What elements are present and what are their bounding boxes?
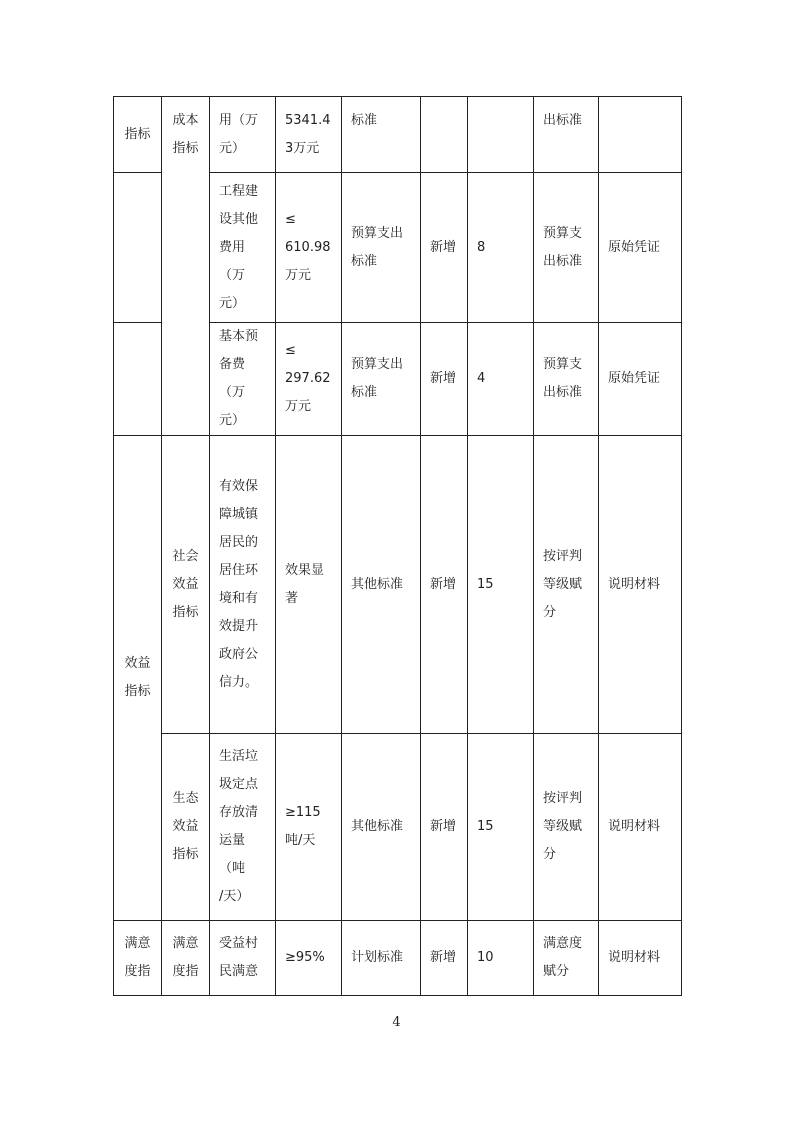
method-cell: 预算支 出标准 <box>534 323 599 436</box>
score-cell: 4 <box>468 323 534 436</box>
target-value-cell: ≥95% <box>276 921 342 996</box>
secondary-indicator-cell: 成本 指标 <box>162 97 210 436</box>
score-cell: 15 <box>468 734 534 921</box>
type-cell: 新增 <box>421 734 468 921</box>
target-value-cell: ≥115 吨/天 <box>276 734 342 921</box>
type-cell: 新增 <box>421 921 468 996</box>
method-cell: 出标准 <box>534 97 599 173</box>
primary-indicator-cell: 满意 度指 <box>114 921 162 996</box>
tertiary-indicator-cell: 基本预 备费（万 元） <box>210 323 276 436</box>
type-cell: 新增 <box>421 436 468 734</box>
source-cell: 说明材料 <box>599 921 682 996</box>
secondary-indicator-cell: 满意 度指 <box>162 921 210 996</box>
score-cell: 10 <box>468 921 534 996</box>
score-cell: 8 <box>468 173 534 323</box>
score-cell <box>468 97 534 173</box>
source-cell <box>599 97 682 173</box>
method-cell: 满意度 赋分 <box>534 921 599 996</box>
basis-cell: 其他标准 <box>342 436 421 734</box>
basis-cell: 标准 <box>342 97 421 173</box>
type-cell: 新增 <box>421 323 468 436</box>
primary-indicator-cell: 指标 <box>114 97 162 173</box>
target-value-cell: 效果显 著 <box>276 436 342 734</box>
target-value-cell: 5341.4 3万元 <box>276 97 342 173</box>
tertiary-indicator-cell: 受益村 民满意 <box>210 921 276 996</box>
table-row <box>114 734 682 921</box>
basis-cell: 预算支出 标准 <box>342 323 421 436</box>
primary-indicator-cell: 效益 指标 <box>114 436 162 921</box>
source-cell: 说明材料 <box>599 436 682 734</box>
performance-indicator-table <box>113 96 682 996</box>
type-cell: 新增 <box>421 173 468 323</box>
source-cell: 说明材料 <box>599 734 682 921</box>
table-row <box>114 921 682 996</box>
tertiary-indicator-cell: 用（万 元） <box>210 97 276 173</box>
basis-cell: 预算支出 标准 <box>342 173 421 323</box>
method-cell: 预算支 出标准 <box>534 173 599 323</box>
method-cell: 按评判 等级赋 分 <box>534 734 599 921</box>
table-row <box>114 436 682 734</box>
table-row <box>114 97 682 173</box>
score-cell: 15 <box>468 436 534 734</box>
source-cell: 原始凭证 <box>599 323 682 436</box>
source-cell: 原始凭证 <box>599 173 682 323</box>
tertiary-indicator-cell: 工程建 设其他 费用（万 元） <box>210 173 276 323</box>
type-cell <box>421 97 468 173</box>
primary-indicator-cell <box>114 173 162 323</box>
secondary-indicator-cell: 生态 效益 指标 <box>162 734 210 921</box>
page-number: 4 <box>392 1015 401 1030</box>
target-value-cell: ≤ 610.98 万元 <box>276 173 342 323</box>
tertiary-indicator-cell: 有效保 障城镇 居民的 居住环 境和有 效提升 政府公 信力。 <box>210 436 276 734</box>
secondary-indicator-cell: 社会 效益 指标 <box>162 436 210 734</box>
tertiary-indicator-cell: 生活垃 圾定点 存放清 运量（吨 /天） <box>210 734 276 921</box>
basis-cell: 其他标准 <box>342 734 421 921</box>
basis-cell: 计划标准 <box>342 921 421 996</box>
primary-indicator-cell <box>114 323 162 436</box>
target-value-cell: ≤ 297.62 万元 <box>276 323 342 436</box>
method-cell: 按评判 等级赋 分 <box>534 436 599 734</box>
